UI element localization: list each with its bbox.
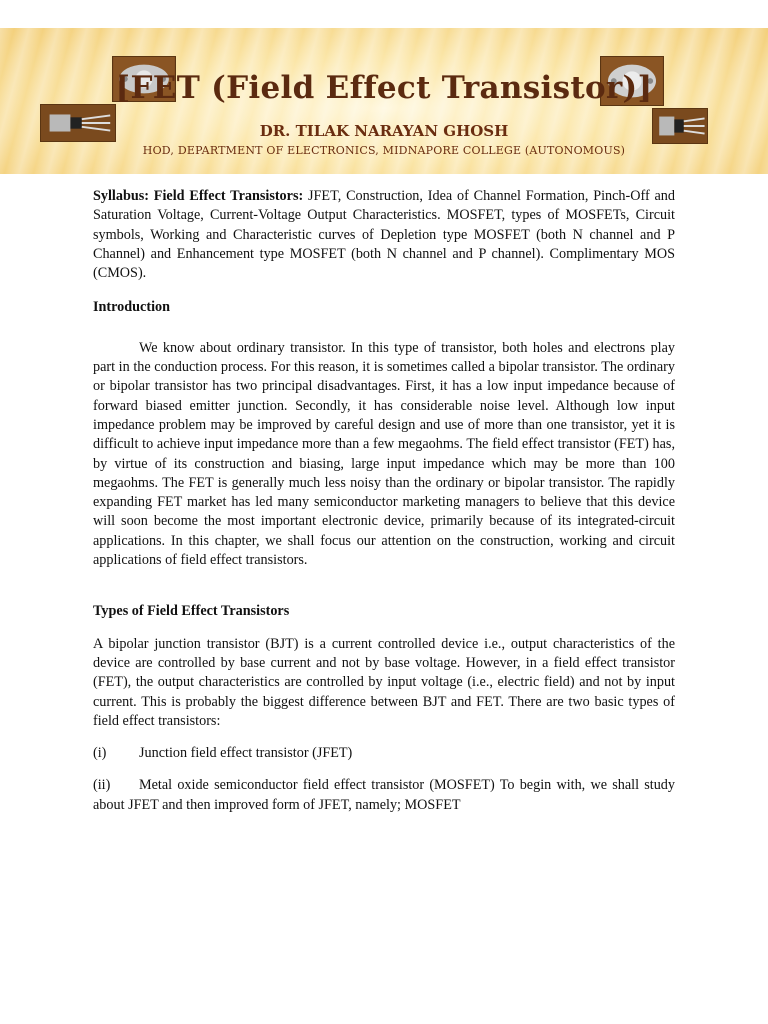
introduction-paragraph: We know about ordinary transistor. In this type of transistor, both holes and electrons play part in the conduction process. For this reason, it is sometimes called a bipolar transistor. The ordinary or bipolar transistor has two principal disadvantages. First, it has a low input impedance because of forward biased emitter junction. Secondly, it has considerable noise level. Although low input impedance problem may be improved by careful design and use of more than one transistor, yet it is difficult to achieve input impedance more than a few megaohms. The field effect transistor (FET) has, by virtue of its construction and biasing, large input impedance which may be more than 100 megaohms. The FET is generally much less noisy than the ordinary or bipolar transistor. The rapidly expanding FET market has led many semiconductor marketing managers to believe that this device will soon become the most important electronic device, primarily because of its integrated-circuit applications. In this chapter, we shall focus our attention on the construction, working and circuit applications of field effect transistors. [93,339,675,569]
types-heading: Types of Field Effect Transistors [93,603,290,620]
list-item-text: Junction field effect transistor (JFET) [139,745,353,762]
list-item [93,776,675,815]
introduction-heading: Introduction [93,299,170,316]
header-banner [0,28,768,174]
syllabus-text: JFET, Construction, Idea of Channel Formation, Pinch-Off and Saturation Voltage, Current-Voltage Output Characteristics. MOSFET, types of MOSFETs, Circuit symbols, Working and Characteristic curves of Depletion type MOSFET (both N channel and P Channel) and Enhancement type MOSFET (both N channel and P channel). Complimentary MOS (CMOS). [93,188,675,282]
syllabus-label: Syllabus: Field Effect Transistors: [93,188,304,204]
banner-department: HOD, DEPARTMENT OF ELECTRONICS, MIDNAPORE COLLEGE (AUTONOMOUS) [142,144,626,157]
list-item-number: (ii) [93,777,111,794]
list-item-text: Metal oxide semiconductor field effect transistor (MOSFET) To begin with, we shall study about JFET and then improved form of JFET, namely; MOSFET [93,777,675,813]
list-item [93,744,675,763]
banner-title: [FET (Field Effect Transistor)] [115,70,653,106]
list-item-number: (i) [93,745,107,762]
syllabus-paragraph [93,187,675,283]
banner-author: DR. TILAK NARAYAN GHOSH [259,122,509,140]
types-paragraph: A bipolar junction transistor (BJT) is a current controlled device i.e., output characteristics of the device are controlled by base current and not by base voltage. However, in a field effect transistor (FET), the output characteristics are controlled by input voltage (i.e., electric field) and not by input current. This is probably the biggest difference between BJT and FET. There are two basic types of field effect transistors: [93,635,675,729]
document-body [93,187,675,815]
